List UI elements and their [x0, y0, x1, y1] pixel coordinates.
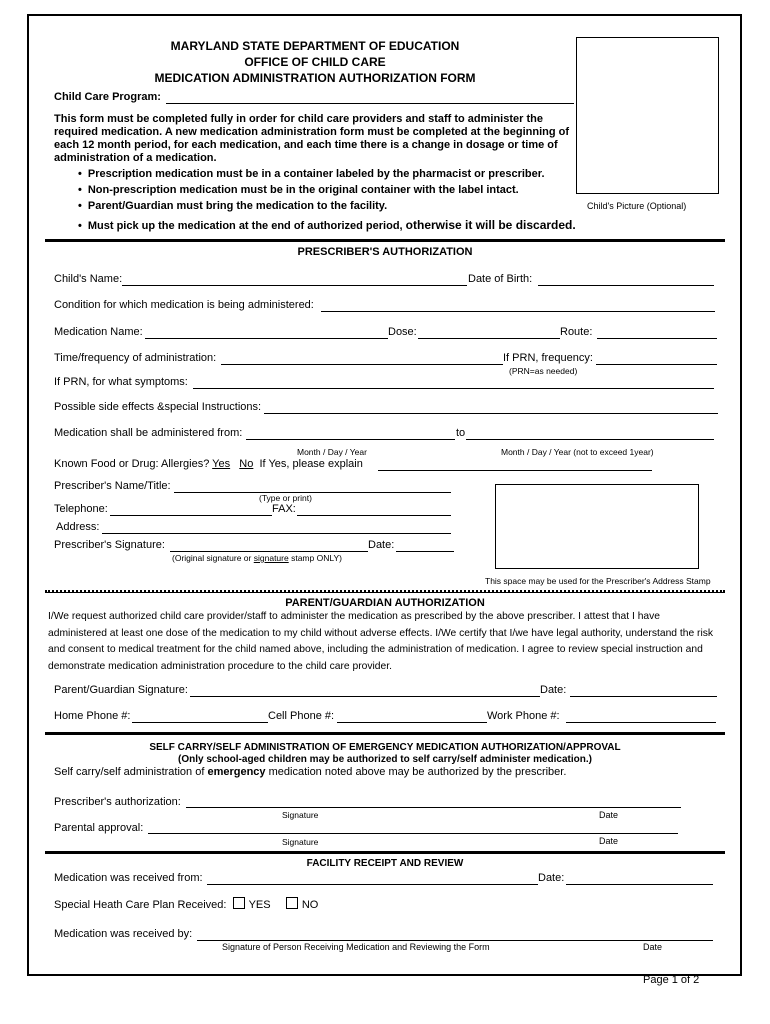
facility-section-title: FACILITY RECEIPT AND REVIEW — [306, 858, 464, 869]
section-divider — [45, 590, 725, 593]
health-plan-no-label: NO — [301, 899, 319, 911]
section-divider — [45, 851, 725, 854]
parent-date-label: Date: — [540, 684, 567, 696]
cell-phone-field[interactable] — [337, 722, 487, 723]
prescriber-section-title: PRESCRIBER'S AUTHORIZATION — [297, 246, 473, 258]
parental-approval-label: Parental approval: — [54, 822, 144, 834]
bullet-1: • Prescription medication must be in a container labeled by the pharmacist or prescriber. — [90, 166, 545, 182]
bullet-2: • Non-prescription medication must be in the original container with the label intact. — [90, 182, 545, 198]
administered-to-label: to — [456, 427, 466, 439]
header-title-3: MEDICATION ADMINISTRATION AUTHORIZATION FORM — [154, 71, 476, 85]
prescriber-auth-signature-caption: Signature — [282, 810, 319, 820]
work-phone-label: Work Phone #: — [487, 710, 560, 722]
bullet-3: • Parent/Guardian must bring the medication to the facility. — [90, 198, 545, 214]
allergies-explain-field[interactable] — [378, 470, 652, 471]
from-date-format: Month / Day / Year — [297, 447, 367, 457]
prescriber-name-field[interactable] — [174, 492, 451, 493]
bullet-4-text-a: Must pick up the medication at the end of authorized period, — [87, 220, 403, 232]
prescriber-date-label: Date: — [368, 539, 395, 551]
medication-name-field[interactable] — [145, 338, 388, 339]
telephone-field[interactable] — [110, 515, 272, 516]
child-name-label: Child's Name: — [54, 273, 123, 285]
section-divider — [45, 239, 725, 242]
side-effects-label: Possible side effects &special Instructions: — [54, 401, 262, 413]
allergies-no[interactable]: No — [239, 458, 254, 470]
health-plan-row — [54, 897, 318, 911]
route-field[interactable] — [597, 338, 717, 339]
page-number: Page 1 of 2 — [643, 974, 700, 986]
prn-symptoms-label: If PRN, for what symptoms: — [54, 376, 188, 388]
time-frequency-label: Time/frequency of administration: — [54, 352, 217, 364]
telephone-label: Telephone: — [54, 503, 108, 515]
fax-label: FAX: — [272, 503, 296, 515]
administered-to-field[interactable] — [466, 439, 714, 440]
prescriber-stamp-box[interactable] — [495, 484, 699, 569]
child-care-program-label: Child Care Program: — [54, 91, 161, 103]
self-carry-text — [54, 766, 566, 778]
prescriber-authorization-label: Prescriber's authorization: — [54, 796, 181, 808]
self-carry-text-a: Self carry/self administration of — [54, 766, 205, 778]
side-effects-field[interactable] — [264, 413, 718, 414]
self-carry-title: SELF CARRY/SELF ADMINISTRATION OF EMERGENCY MEDICATION AUTHORIZATION/APPROVAL — [149, 742, 621, 753]
parental-approval-signature-caption: Signature — [282, 837, 319, 847]
received-from-date-label: Date: — [538, 872, 565, 884]
signature-note — [172, 553, 342, 563]
header-title-1: MARYLAND STATE DEPARTMENT OF EDUCATION — [170, 39, 460, 53]
fax-field[interactable] — [297, 515, 451, 516]
type-or-print-note: (Type or print) — [259, 493, 312, 503]
signature-note-a: (Original signature or — [172, 553, 252, 563]
received-by-field[interactable] — [197, 940, 713, 941]
allergies-row — [54, 458, 363, 470]
self-carry-subtitle: (Only school-aged children may be authorized to self carry/self administer medication.) — [178, 754, 592, 765]
work-phone-field[interactable] — [566, 722, 716, 723]
home-phone-field[interactable] — [132, 722, 268, 723]
allergies-yes[interactable]: Yes — [212, 458, 231, 470]
allergies-explain-label: If Yes, please explain — [259, 458, 363, 470]
administered-from-label: Medication shall be administered from: — [54, 427, 243, 439]
prescriber-auth-date-caption: Date — [599, 810, 619, 820]
received-from-label: Medication was received from: — [54, 872, 203, 884]
child-picture-caption: Child's Picture (Optional) — [587, 201, 687, 211]
condition-field[interactable] — [321, 311, 715, 312]
received-by-signature-caption: Signature of Person Receiving Medication and Reviewing the Form — [222, 942, 490, 952]
stamp-caption: This space may be used for the Prescriber's Address Stamp — [485, 576, 711, 586]
cell-phone-label: Cell Phone #: — [268, 710, 335, 722]
dob-label: Date of Birth: — [468, 273, 533, 285]
prn-frequency-field[interactable] — [596, 364, 717, 365]
health-plan-label: Special Heath Care Plan Received: — [54, 899, 227, 911]
bullet-4: • Must pick up the medication at the end of authorized period, otherwise it will be discarded. — [78, 218, 576, 232]
parental-approval-field[interactable] — [148, 833, 678, 834]
received-from-field[interactable] — [207, 884, 538, 885]
prescriber-date-field[interactable] — [396, 551, 454, 552]
medication-name-label: Medication Name: — [54, 326, 143, 338]
parent-date-field[interactable] — [570, 696, 717, 697]
prescriber-authorization-field[interactable] — [186, 807, 681, 808]
prescriber-signature-field[interactable] — [170, 551, 368, 552]
section-divider — [45, 732, 725, 735]
allergies-label: Known Food or Drug: Allergies? — [54, 458, 210, 470]
child-picture-box[interactable] — [576, 37, 719, 194]
child-name-field[interactable] — [122, 285, 467, 286]
condition-label: Condition for which medication is being administered: — [54, 299, 314, 311]
bullet-4-text-b: otherwise it will be discarded. — [405, 218, 576, 232]
health-plan-yes-checkbox[interactable] — [233, 897, 245, 909]
signature-note-b: signature — [253, 553, 289, 563]
home-phone-label: Home Phone #: — [54, 710, 131, 722]
administered-from-field[interactable] — [246, 439, 455, 440]
parent-consent-text: I/We request authorized child care provider/staff to administer the medication as prescribed by the above prescriber. I attest that I have administered at least one dose of the medication to my child without adverse effects. I/We certify that I/we have legal authority, understand the risk and consent to medical treatment for the child named above, including the administration of medication. I agree to review special instruction and demonstrate medication administration procedure to the child care provider. — [48, 611, 714, 672]
to-date-format: Month / Day / Year (not to exceed 1year) — [501, 447, 654, 457]
prescriber-name-label: Prescriber's Name/Title: — [54, 480, 171, 492]
prn-note: (PRN=as needed) — [509, 366, 578, 376]
received-by-date-caption: Date — [643, 942, 663, 952]
prn-frequency-label: If PRN, frequency: — [503, 352, 593, 364]
parent-signature-field[interactable] — [190, 696, 540, 697]
prn-symptoms-field[interactable] — [193, 388, 714, 389]
child-care-program-field[interactable] — [166, 103, 574, 104]
dose-field[interactable] — [418, 338, 560, 339]
health-plan-yes-label: YES — [248, 899, 271, 911]
intro-bullets — [87, 166, 545, 214]
parental-approval-date-caption: Date — [599, 836, 619, 846]
self-carry-text-c: medication noted above may be authorized by the prescriber. — [268, 766, 567, 778]
parent-section-title: PARENT/GUARDIAN AUTHORIZATION — [285, 597, 485, 609]
health-plan-no-checkbox[interactable] — [286, 897, 298, 909]
prescriber-signature-label: Prescriber's Signature: — [54, 539, 165, 551]
received-from-date-field[interactable] — [566, 884, 713, 885]
address-label: Address: — [56, 521, 100, 533]
signature-note-c: stamp ONLY) — [291, 553, 342, 563]
address-field[interactable] — [102, 533, 451, 534]
header-title-2: OFFICE OF CHILD CARE — [244, 55, 386, 69]
intro-text: This form must be completed fully in order for child care providers and staff to administer the required medication. A new medication administration form must be completed at the beginning of each 12 month period, for each medication, and each time there is a change in dosage or time of administration of a medication. — [54, 113, 570, 164]
parent-signature-label: Parent/Guardian Signature: — [54, 684, 188, 696]
self-carry-text-b: emergency — [207, 766, 266, 778]
dob-field[interactable] — [538, 285, 714, 286]
received-by-label: Medication was received by: — [54, 928, 193, 940]
route-label: Route: — [560, 326, 593, 338]
dose-label: Dose: — [388, 326, 417, 338]
time-frequency-field[interactable] — [221, 364, 503, 365]
